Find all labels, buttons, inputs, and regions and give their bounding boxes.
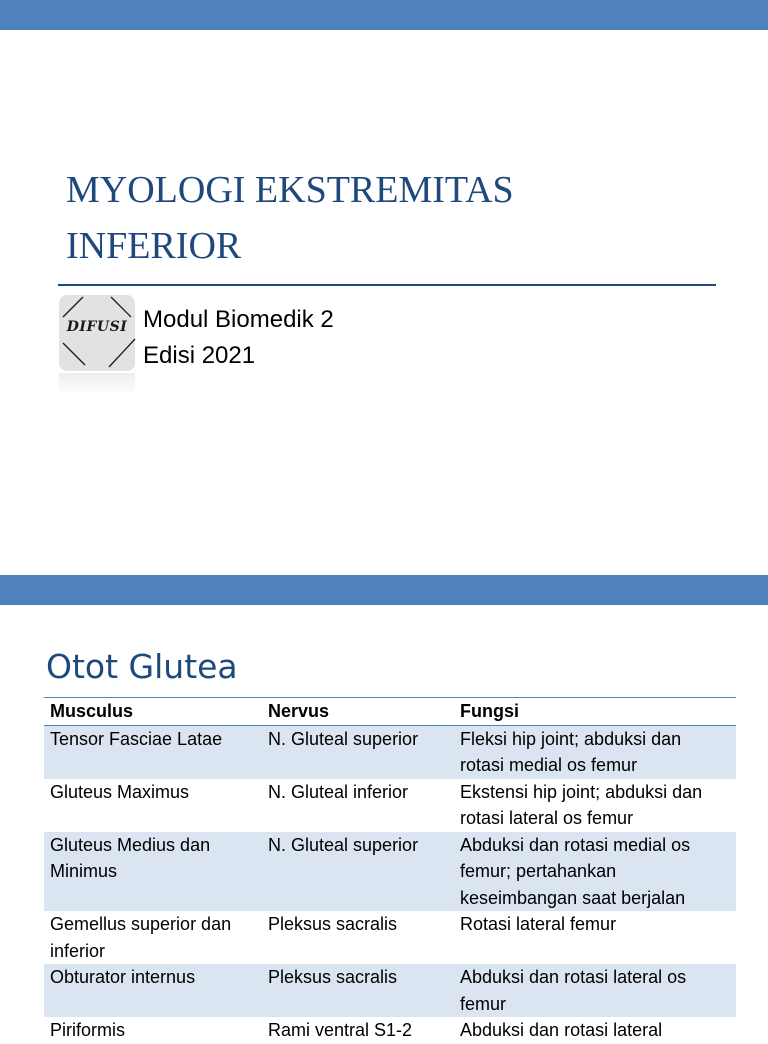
table-row: [44, 964, 736, 1017]
header-nervus: Nervus: [262, 698, 454, 726]
header-fungsi: Fungsi: [454, 698, 736, 726]
cell-musculus: Gluteus Medius dan Minimus: [44, 832, 262, 912]
slide-title: [66, 162, 706, 274]
header-musculus: Musculus: [44, 698, 262, 726]
slide-subtitle: [143, 302, 334, 374]
title-line-2: INFERIOR: [66, 225, 242, 267]
muscle-table: [44, 697, 736, 1044]
cell-nervus: Pleksus sacralis: [268, 914, 398, 934]
title-underline: [58, 284, 716, 286]
title-line-1: MYOLOGI EKSTREMITAS: [66, 169, 514, 211]
cell-fungsi: Fleksi hip joint; abduksi dan rotasi medial os femur: [454, 725, 736, 779]
table-row: [44, 911, 736, 964]
subtitle-line-1: Modul Biomedik 2: [143, 306, 334, 333]
logo-reflection: [59, 373, 135, 395]
cell-musculus: Obturator internus: [44, 964, 262, 1017]
logo-text: DIFUSI: [66, 319, 128, 335]
cell-nervus: N. Gluteal inferior: [268, 781, 409, 802]
difusi-logo: [59, 295, 135, 371]
slide-top-bar: [0, 0, 768, 30]
cell-nervus: N. Gluteal superior: [262, 832, 454, 912]
cell-musculus: Piriformis: [50, 1020, 125, 1040]
table-row: [44, 779, 736, 832]
content-slide: [0, 575, 768, 1040]
table-row: [44, 832, 736, 912]
cell-nervus: N. Gluteal superior: [262, 725, 454, 779]
cell-fungsi: Abduksi dan rotasi lateral: [460, 1020, 663, 1040]
table-header-row: [44, 698, 736, 726]
cell-musculus: Gemellus superior dan inferior: [50, 914, 232, 961]
slide-heading: Otot Glutea: [46, 647, 238, 686]
cell-fungsi: Abduksi dan rotasi medial os femur; pertahankan keseimbangan saat berjalan: [454, 832, 736, 912]
cell-fungsi: Ekstensi hip joint; abduksi dan rotasi lateral os femur: [460, 781, 703, 828]
cell-musculus: Gluteus Maximus: [50, 781, 190, 802]
table-row: [44, 725, 736, 779]
cell-fungsi: Abduksi dan rotasi lateral os femur: [454, 964, 736, 1017]
cell-nervus: Rami ventral S1-2: [268, 1020, 413, 1040]
slide-top-bar: [0, 575, 768, 605]
subtitle-line-2: Edisi 2021: [143, 342, 256, 369]
cell-musculus: Tensor Fasciae Latae: [44, 725, 262, 779]
table-row: [44, 1017, 736, 1044]
cell-nervus: Pleksus sacralis: [262, 964, 454, 1017]
cell-fungsi: Rotasi lateral femur: [460, 914, 617, 934]
